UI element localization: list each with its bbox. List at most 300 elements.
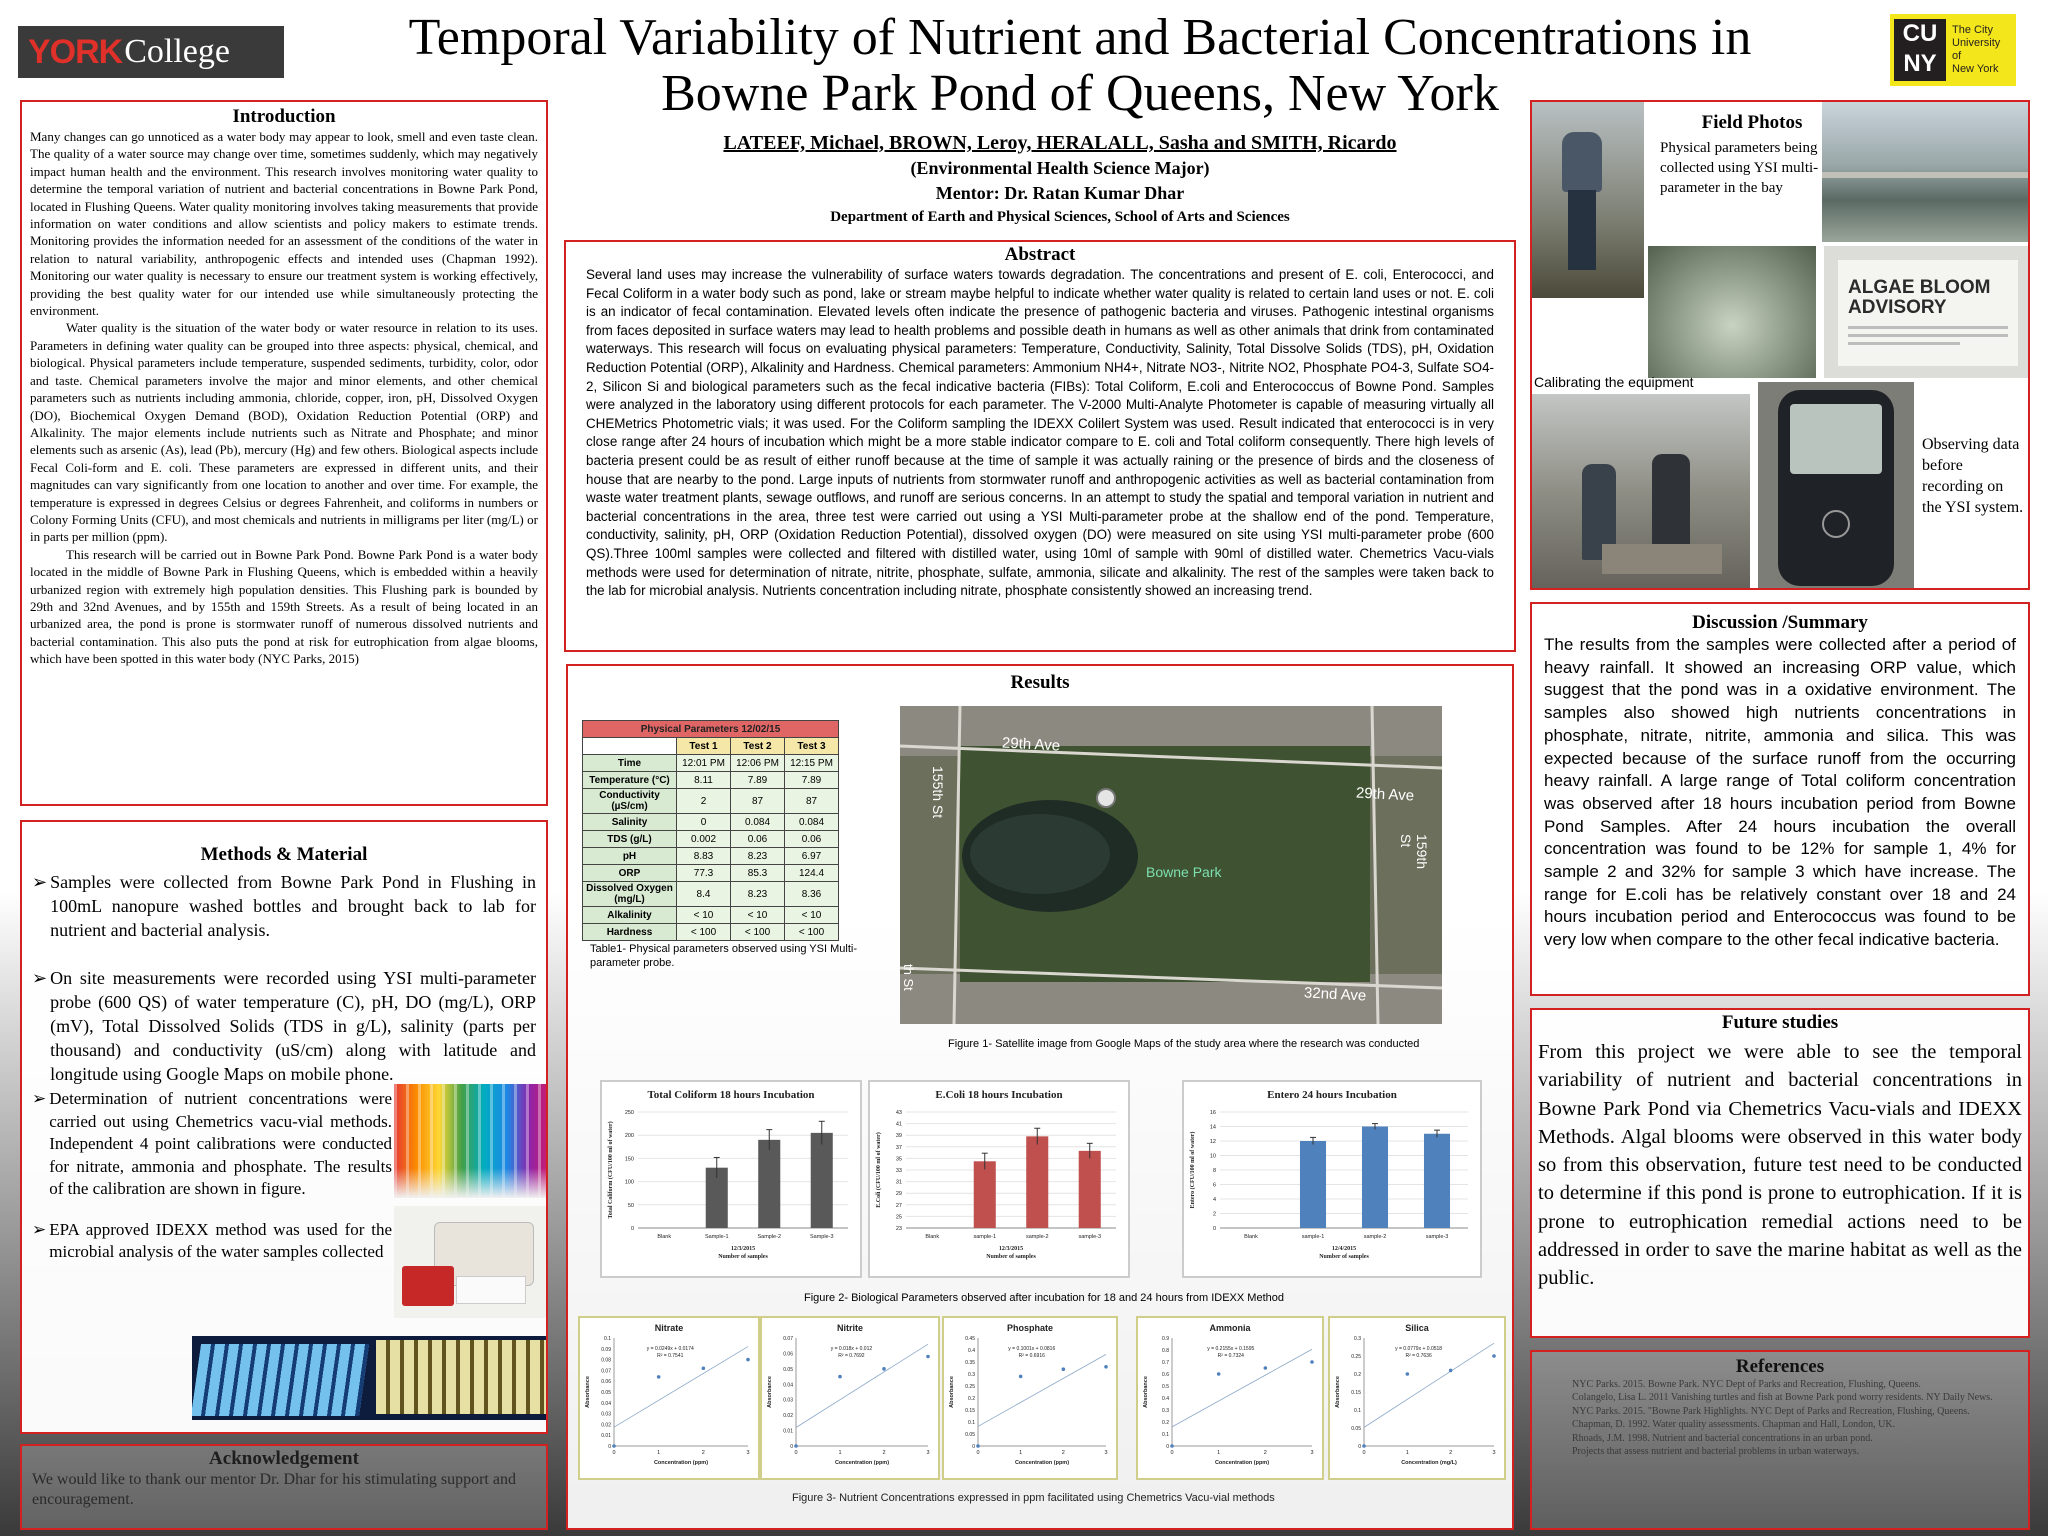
y-tick-label: 29	[895, 1191, 902, 1198]
y-tick-label: 100	[624, 1179, 634, 1186]
cuny-text-1: The City	[1952, 24, 1993, 36]
trend-r2: R² = 0.6916	[1018, 1353, 1045, 1359]
y-tick-label: 0.05	[601, 1390, 611, 1396]
category-label: Blank	[1244, 1234, 1258, 1240]
advisory-sign-line1: ALGAE BLOOM	[1848, 277, 1991, 298]
trend-equation: y = 0.018x + 0.012	[830, 1346, 873, 1352]
y-tick-label: 4	[1212, 1197, 1216, 1203]
york-logo-text-a: YORK	[28, 32, 123, 71]
map-label-32nd-ave: 32nd Ave	[1303, 984, 1367, 1005]
table-row	[583, 907, 839, 924]
table-cell: 87	[785, 789, 839, 814]
map-label-155th-st: 155th St	[930, 766, 946, 819]
y-tick-label: 0.06	[601, 1379, 611, 1386]
chart-date: 12/4/2015	[1331, 1246, 1357, 1252]
chart-nitrite	[760, 1316, 940, 1480]
y-tick-label: 200	[624, 1133, 634, 1140]
methods-bullet-2	[32, 966, 536, 1086]
table-header: Test 1	[677, 738, 731, 755]
discussion-section	[1530, 602, 2030, 996]
idexx-trays-photo	[192, 1336, 548, 1420]
table-cell: 2	[677, 789, 731, 814]
y-tick-label: 39	[895, 1133, 902, 1140]
chart-silica	[1328, 1316, 1506, 1480]
y-tick-label: 0.15	[1351, 1390, 1361, 1396]
table-cell: 77.3	[677, 865, 731, 882]
york-logo-text-b: College	[124, 33, 230, 70]
table-cell: 85.3	[731, 865, 785, 882]
table-header: Test 2	[731, 738, 785, 755]
y-tick-label: 0.03	[783, 1397, 793, 1404]
data-point	[1492, 1354, 1496, 1358]
x-tick-label: 3	[1310, 1450, 1314, 1456]
table-row-label: pH	[583, 848, 677, 865]
chart-entero	[1182, 1080, 1482, 1278]
x-tick-label: 3	[926, 1450, 930, 1456]
table-header: Test 3	[785, 738, 839, 755]
table-row-label: Alkalinity	[583, 907, 677, 924]
table-cell: < 10	[731, 907, 785, 924]
data-point	[1019, 1375, 1023, 1379]
trend-r2: R² = 0.7541	[657, 1353, 684, 1359]
table-cell: 12:06 PM	[731, 755, 785, 772]
x-axis-label: Concentration (ppm)	[1014, 1460, 1070, 1466]
y-tick-label: 0.1	[604, 1336, 611, 1342]
chart-total-coliform	[600, 1080, 862, 1278]
y-tick-label: 0.07	[601, 1368, 611, 1375]
map-label-159th-st: 159th St	[1398, 834, 1430, 870]
data-point	[926, 1355, 930, 1359]
table-caption: Table1- Physical parameters observed using YSI Multi-parameter probe.	[590, 943, 857, 969]
y-tick-label: 37	[895, 1144, 902, 1151]
y-tick-label: 0.2	[1354, 1372, 1361, 1378]
trend-r2: R² = 0.7324	[1217, 1353, 1244, 1359]
cuny-text-4: New York	[1952, 63, 1999, 75]
figure3-caption: Figure 3- Nutrient Concentrations expressed in ppm facilitated using Chemetrics Vacu-vial methods	[792, 1492, 1275, 1504]
y-tick-label: 0.6	[1162, 1372, 1169, 1378]
table-cell: 8.23	[731, 848, 785, 865]
map-label-bowne-park: Bowne Park	[1146, 864, 1222, 880]
x-tick-label: 0	[976, 1450, 980, 1456]
y-tick-label: 0.01	[783, 1428, 793, 1435]
x-axis-label: Number of samples	[718, 1254, 768, 1260]
y-tick-label: 0.3	[1162, 1408, 1169, 1414]
cuny-logo-text	[1952, 24, 2000, 76]
y-tick-label: 0.2	[968, 1396, 975, 1402]
methods-bullet-3-text: Determination of nutrient concentrations were carried out using Chemetrics vacu-vial methods. Independent 4 point calibrations were conducted for nitrate, ammonia and phosphate. The results of the calibration are shown in figure.	[49, 1089, 392, 1198]
acknowledgement-text: We would like to thank our mentor Dr. Dhar for his stimulating support and encouragement.	[32, 1471, 516, 1508]
y-tick-label: 0.03	[601, 1411, 611, 1418]
y-tick-label: 0.2	[1162, 1420, 1169, 1426]
x-axis-label: Concentration (ppm)	[834, 1460, 890, 1466]
cuny-logo-cu: CU	[1902, 20, 1938, 47]
map-label-29th-ave-east: 29th Ave	[1355, 784, 1415, 805]
y-tick-label: 0.5	[1162, 1384, 1169, 1390]
chart-title: Nitrate	[654, 1323, 684, 1333]
table-row-label: Salinity	[583, 814, 677, 831]
y-tick-label: 0.02	[601, 1422, 611, 1429]
chart-ecoli	[868, 1080, 1130, 1278]
introduction-p1: Many changes can go unnoticed as a water body may appear to look, smell and even taste clean. The quality of a water source may change over time, sometimes suddenly, which may negatively impact human health and the environment. This research involves monitoring water quality to determine the temporal variation of nutrient and bacterial concentrations in Bowne Park Pond, located in Flushing Queens. Water quality monitoring involves taking measurements that provide information on water conditions and allow scientists and policy makers to estimate trends. Monitoring provides the information needed for an assessment of the conditions of the water in relation to natural variability, anthropogenic effects and intended uses (Chapman 1992). Monitoring our water quality is necessary to ensure our treatment system is working effectively, providing the best quality water for our intended use while simultaneously protecting the environment.	[30, 129, 538, 319]
methods-bullet-4-text: EPA approved IDEXX method was used for the microbial analysis of the water samples collected	[49, 1219, 392, 1261]
trend-r2: R² = 0.7692	[838, 1353, 865, 1359]
y-tick-label: 0	[1358, 1444, 1361, 1450]
reference-item: Chapman, D. 1992. Water quality assessments. Chapman and Hall, London, UK.	[1572, 1419, 1896, 1431]
y-tick-label: 0.25	[965, 1384, 975, 1390]
chart-title: Phosphate	[1006, 1323, 1054, 1333]
x-tick-label: 0	[1170, 1450, 1174, 1456]
table-cell: < 10	[677, 907, 731, 924]
y-tick-label: 0.05	[783, 1366, 793, 1373]
chart-title: Total Coliform 18 hours Incubation	[647, 1089, 815, 1101]
cuny-text-2: University	[1952, 37, 2001, 49]
y-tick-label: 0	[1212, 1226, 1216, 1232]
idexx-machine-photo	[394, 1206, 548, 1318]
bar	[811, 1133, 833, 1228]
x-axis-label: Number of samples	[986, 1254, 1036, 1260]
table-cell: 0.084	[731, 814, 785, 831]
field-photo-caption-3: Observing data before recording on the YSI system.	[1922, 436, 2024, 516]
acknowledgement-title: Acknowledgement	[209, 1448, 359, 1469]
table-row	[583, 755, 839, 772]
methods-bullet-1	[32, 870, 536, 942]
abstract-section	[564, 240, 1516, 652]
y-tick-label: 0.1	[1162, 1432, 1169, 1438]
table-row	[583, 924, 839, 941]
y-tick-label: 0.4	[1162, 1396, 1169, 1402]
bar	[758, 1140, 780, 1228]
photo-ysi-display	[1758, 382, 1914, 590]
photo-pond-bay	[1822, 102, 2030, 242]
methods-title: Methods & Material	[200, 844, 368, 865]
poster-title-line1: Temporal Variability of Nutrient and Bacterial Concentrations in	[408, 9, 1752, 66]
y-tick-label: 150	[624, 1156, 634, 1163]
table-title: Physical Parameters 12/02/15	[583, 721, 839, 738]
category-label: Blank	[925, 1234, 940, 1240]
photo-probe-collection	[1532, 102, 1644, 298]
y-axis-label: Absorbance	[585, 1376, 591, 1408]
trendline	[978, 1354, 1106, 1426]
methods-bullet-4	[32, 1219, 392, 1264]
trend-r2: R² = 0.7636	[1405, 1353, 1432, 1359]
y-axis-label: Absorbance	[1143, 1376, 1149, 1408]
y-tick-label: 0.9	[1162, 1336, 1169, 1342]
chart-title: Entero 24 hours Incubation	[1267, 1089, 1397, 1101]
future-studies-title: Future studies	[1721, 1012, 1839, 1033]
data-point	[746, 1358, 750, 1362]
map-label-th-st: th St	[901, 964, 916, 991]
data-point	[882, 1367, 886, 1371]
y-tick-label: 0.35	[965, 1360, 975, 1366]
photo-algae-water	[1648, 246, 1816, 378]
arrow-bullet-icon: ➢	[32, 1089, 47, 1108]
arrow-bullet-icon: ➢	[32, 968, 48, 988]
data-point	[1406, 1372, 1410, 1376]
table-cell: 8.36	[785, 882, 839, 907]
chart-title: Silica	[1405, 1323, 1429, 1333]
y-tick-label: 14	[1209, 1124, 1216, 1131]
introduction-title: Introduction	[232, 106, 336, 127]
y-tick-label: 0.25	[1351, 1354, 1361, 1360]
category-label: Blank	[657, 1234, 672, 1240]
x-tick-label: 1	[838, 1450, 842, 1456]
y-tick-label: 0	[972, 1444, 975, 1450]
reference-item: NYC Parks. 2015. "Bowne Park Highlights. NYC Dept of Parks and Recreation, Flushing, Queens.	[1572, 1405, 1970, 1417]
y-tick-label: 0.05	[965, 1432, 975, 1438]
y-tick-label: 8	[1212, 1168, 1216, 1174]
table-cell: 0.06	[785, 831, 839, 848]
table-row-label: TDS (g/L)	[583, 831, 677, 848]
y-tick-label: 35	[895, 1156, 902, 1163]
y-tick-label: 0	[608, 1444, 611, 1450]
chart-title: E.Coli 18 hours Incubation	[935, 1089, 1063, 1101]
references-section	[1530, 1350, 2030, 1530]
x-tick-label: 3	[1104, 1450, 1108, 1456]
y-tick-label: 0.45	[965, 1336, 975, 1342]
table-cell: 8.4	[677, 882, 731, 907]
authors-block	[560, 130, 1560, 228]
y-tick-label: 41	[895, 1121, 902, 1128]
table-cell: < 100	[785, 924, 839, 941]
table-row	[583, 789, 839, 814]
chart-ammonia	[1136, 1316, 1324, 1480]
bar	[974, 1161, 996, 1228]
table-row	[583, 831, 839, 848]
table-cell: 7.89	[731, 772, 785, 789]
y-tick-label: 0	[790, 1444, 793, 1450]
photo-calibrating-equipment	[1532, 394, 1750, 590]
y-axis-label: Absorbance	[949, 1376, 955, 1408]
table-cell: 8.11	[677, 772, 731, 789]
future-studies-text: From this project we were able to see the temporal variability of nutrient and bacterial concentrations in Bowne Park Pond via Chemetrics Vacu-vials and IDEXX Methods. Algal blooms were observed in this water body so from this observation, future test need to be conducted to determine if this pond is prone to eutrophication. If it is prone to eutrophication remedial actions need to be addressed in order to save the marine habitat as well as the public.	[1538, 1041, 2022, 1290]
major: (Environmental Health Science Major)	[910, 158, 1210, 178]
y-tick-label: 0.1	[968, 1420, 975, 1426]
references-list	[1572, 1378, 2014, 1458]
y-tick-label: 0	[1166, 1444, 1169, 1450]
y-tick-label: 0.3	[968, 1372, 975, 1378]
category-label: sample-1	[1301, 1234, 1325, 1240]
trend-equation: y = 0.0779x + 0.0518	[1395, 1346, 1443, 1352]
table-row-label: Temperature (°C)	[583, 772, 677, 789]
y-tick-label: 31	[895, 1179, 902, 1186]
bar	[1424, 1134, 1450, 1228]
y-axis-label: Absorbance	[767, 1376, 773, 1408]
category-label: sample-3	[1078, 1234, 1102, 1240]
table-cell: 6.97	[785, 848, 839, 865]
y-tick-label: 16	[1209, 1110, 1216, 1116]
y-tick-label: 33	[895, 1168, 902, 1174]
y-tick-label: 2	[1212, 1211, 1216, 1218]
x-tick-label: 2	[701, 1450, 705, 1456]
y-tick-label: 0.07	[783, 1336, 793, 1342]
field-photo-caption-1: Physical parameters being collected using YSI multi-parameter in the bay	[1660, 140, 1819, 196]
table-cell: < 100	[677, 924, 731, 941]
table-row-label: Conductivity (µS/cm)	[583, 789, 677, 814]
y-axis-label: Entero (CFU/100 ml of water)	[1190, 1131, 1196, 1209]
x-tick-label: 2	[1449, 1450, 1453, 1456]
table-row	[583, 814, 839, 831]
y-axis-label: E.Coli (CFU/100 ml of water)	[876, 1132, 882, 1208]
category-label: Sample-3	[809, 1234, 834, 1240]
results-section	[566, 664, 1514, 1530]
y-tick-label: 250	[624, 1110, 634, 1116]
satellite-map	[900, 706, 1442, 1024]
category-label: Sample-2	[757, 1234, 782, 1240]
x-tick-label: 2	[1061, 1450, 1065, 1456]
introduction-p3: This research will be carried out in Bowne Park Pond. Bowne Park Pond is a water body located in the middle of Bowne Park in Flushing Queens, which is embedded within a heavily urbanized region with extremely high population densities. This Flushing park is bounded by 29th and 32nd Avenues, and by 155th and 159th Streets. As a result of being located in an urbanized area, the pond is prone is stormwater runoff of numerous dissolved nutrients and bacterial contamination. This also puts the pond at risk for eutrophication from algae blooms, which have been spotted in this water body (NYC Parks, 2015)	[30, 546, 538, 667]
y-tick-label: 27	[895, 1202, 902, 1209]
results-title: Results	[1010, 672, 1070, 693]
table-cell: 12:15 PM	[785, 755, 839, 772]
y-tick-label: 0.3	[1354, 1336, 1361, 1342]
table-cell: 7.89	[785, 772, 839, 789]
x-tick-label: 1	[1019, 1450, 1023, 1456]
y-tick-label: 23	[895, 1226, 902, 1232]
figure2-caption: Figure 2- Biological Parameters observed after incubation for 18 and 24 hours from IDEXX Method	[804, 1292, 1284, 1304]
field-photo-caption-2: Calibrating the equipment	[1534, 374, 1694, 390]
category-label: sample-2	[1363, 1234, 1387, 1240]
table-cell: 12:01 PM	[677, 755, 731, 772]
department: Department of Earth and Physical Sciences, School of Arts and Sciences	[830, 209, 1290, 225]
y-tick-label: 0.04	[783, 1382, 793, 1389]
table-cell: 0	[677, 814, 731, 831]
reference-item: Projects that assess nutrient and bacterial problems in urban waterways.	[1572, 1446, 1860, 1458]
category-label: Sample-1	[704, 1234, 729, 1240]
methods-section	[20, 820, 548, 1434]
trend-equation: y = 0.1001x + 0.0816	[1008, 1346, 1056, 1352]
y-tick-label: 25	[895, 1214, 902, 1221]
x-axis-label: Concentration (ppm)	[653, 1460, 709, 1466]
advisory-sign-line2: ADVISORY	[1848, 297, 1947, 318]
table-cell: 0.06	[731, 831, 785, 848]
abstract-title: Abstract	[1004, 244, 1076, 265]
data-point	[612, 1444, 616, 1448]
y-tick-label: 6	[1212, 1182, 1216, 1189]
x-tick-label: 1	[1217, 1450, 1221, 1456]
category-label: sample-1	[973, 1234, 997, 1240]
methods-bullet-1-text: Samples were collected from Bowne Park Pond in Flushing in 100mL nanopure washed bottles and brought back to lab for nutrient and bacterial analysis.	[50, 872, 536, 940]
x-tick-label: 1	[657, 1450, 661, 1456]
table-cell: 124.4	[785, 865, 839, 882]
table-row	[583, 848, 839, 865]
chart-title: Nitrite	[836, 1323, 864, 1333]
introduction-text	[30, 128, 538, 668]
data-point	[1310, 1360, 1314, 1364]
discussion-title: Discussion /Summary	[1692, 612, 1868, 633]
y-tick-label: 0	[630, 1226, 634, 1232]
y-tick-label: 0.01	[601, 1433, 611, 1440]
y-tick-label: 0.8	[1162, 1348, 1169, 1354]
authors: LATEEF, Michael, BROWN, Leroy, HERALALL, Sasha and SMITH, Ricardo	[723, 132, 1397, 154]
vials-photo	[394, 1084, 548, 1198]
chart-phosphate	[942, 1316, 1118, 1480]
cuny-text-3: of	[1952, 50, 1962, 62]
data-point	[1170, 1444, 1174, 1448]
table-row-label: ORP	[583, 865, 677, 882]
table-cell: 0.084	[785, 814, 839, 831]
table-cell: < 10	[785, 907, 839, 924]
x-axis-label: Concentration (mg/L)	[1401, 1460, 1457, 1466]
y-axis-label: Total Coliform (CFU/100 ml of water)	[608, 1121, 614, 1219]
table-row-label: Hardness	[583, 924, 677, 941]
map-label-29th-ave: 29th Ave	[1001, 734, 1061, 755]
photo-algae-bloom-advisory-sign	[1824, 246, 2030, 378]
arrow-bullet-icon: ➢	[32, 872, 48, 892]
data-point	[702, 1366, 706, 1370]
x-tick-label: 0	[612, 1450, 616, 1456]
x-tick-label: 2	[882, 1450, 886, 1456]
discussion-text: The results from the samples were collected after a period of heavy rainfall. It showed an increasing ORP value, which suggest that the pond was in a oxidative environment. The samples also showed high nutrients concentrations in phosphate, nitrate, nitrite, ammonia and silica. This was expected because of the surface runoff from the occurring heavy rainfall. A large range of Total coliform concentration was observed after 18 hours incubation period from Bowne Pond Samples. After 24 hours incubation the overall concentration was found to be 12% for sample 1, 4% for sample 2 and 32% for sample 3 which have increase. The range for E.coli has be relatively constant over 18 and 24 hours incubation period and Enterococcus was found to be very low when compare to the other fecal indicative bacteria.	[1544, 635, 2016, 950]
y-tick-label: 43	[895, 1110, 902, 1116]
data-point	[1062, 1367, 1066, 1371]
y-tick-label: 0.05	[1351, 1426, 1361, 1432]
methods-bullet-3	[32, 1088, 392, 1201]
chart-nitrate	[578, 1316, 760, 1480]
data-point	[794, 1444, 798, 1448]
x-tick-label: 1	[1405, 1450, 1409, 1456]
table-corner	[583, 738, 677, 755]
y-tick-label: 12	[1209, 1139, 1216, 1145]
table-row	[583, 865, 839, 882]
table-row-label: Dissolved Oxygen (mg/L)	[583, 882, 677, 907]
x-axis-label: Concentration (ppm)	[1214, 1460, 1270, 1466]
data-point	[838, 1375, 842, 1379]
data-point	[976, 1444, 980, 1448]
x-tick-label: 2	[1263, 1450, 1267, 1456]
y-axis-label: Absorbance	[1335, 1376, 1341, 1408]
reference-item: NYC Parks. 2015. Bowne Park. NYC Dept of Parks and Recreation, Flushing, Queens.	[1572, 1379, 1921, 1390]
data-point	[657, 1375, 661, 1379]
y-tick-label: 0.15	[965, 1408, 975, 1414]
bar	[1362, 1127, 1388, 1229]
x-tick-label: 3	[746, 1450, 750, 1456]
bar	[1079, 1151, 1101, 1228]
arrow-bullet-icon: ➢	[32, 1219, 47, 1239]
category-label: sample-2	[1025, 1234, 1049, 1240]
abstract-text: Several land uses may increase the vulnerability of surface waters towards degradation. The concentrations and present of E. coli, Enterococci, and Fecal Coliform in a water body such as pond, lake or stream maybe helpful to indicate whether water quality is related to certain land uses or not. E. coli is an indicator of fecal contamination. Elevated levels often indicate the presence of pathogenic bacteria and viruses. Pathogenic intestinal organisms from faces deposited in surface waters may lead to health problems and possible death in humans as well as other animals that drink from contaminated waterways. This research will focus on evaluating physical parameters: Temperature, Conductivity, Salinity, Total Dissolve Solids (TDS), pH, Oxidation Reduction Potential (ORP), Alkalinity and Hardness. Chemical parameters: Ammonium NH4+, Nitrate NO3-, Nitrite NO2, Phosphate PO4-3, Sulfate SO4-2, Silicon Si and biological parameters such as the fecal indicative bacteria (FIBs): Total Coliform, E.coli and Enterococcus of Bowne Pond. Samples were analyzed in the laboratory using different protocols for each parameter. The V-2000 Multi-Analyte Photometer is capable of measuring virtually all CHEMetrics Photometric vials; it was used. For the Coliform sampling the IDEXX Colilert System was used. Result indicated that enterococci is in very close range after 24 hours of incubation which might be a more stable indicator compare to E. coli and Total coliform consequently. There high levels of bacteria present could be as result of either runoff because at the time of sample it was actually raining or the presence of birds and the closeness of house that are nearby to the pond. Large inputs of nutrients from stormwater runoff and anthropogenic activities as well as bacterial contamination from waste water treatment plants, sewage outflows, and runoff are serious concerns. In an attempt to study the spatial and temporal variation in nutrient and bacterial concentrations in the area, three test were carried out using a YSI Multi-parameter probe at the shallow end of the pond. Temperature, conductivity, salinity, pH, ORP (Oxidation Reduction Potential), dissolved oxygen (DO) were measured on site using YSI multi-parameter probe (600 QS).Three 100ml samples were collected and filtered with distilled water, using 10ml of sample with 90ml of distilled water. Chemetrics Vacu-vials methods were used for determination of nitrate, nitrite, phosphate, sulfate, ammonia, silicate and alkalinity. The rest of the samples were taken back to the lab for microbial analysis. Nutrients concentration including nitrate, phosphate consistently showed an increasing trend.	[586, 267, 1494, 599]
bar	[1026, 1136, 1048, 1228]
y-tick-label: 0.02	[783, 1413, 793, 1420]
trendline	[1172, 1349, 1312, 1427]
table-row-label: Time	[583, 755, 677, 772]
chart-date: 12/3/2015	[730, 1246, 756, 1252]
cuny-logo-ny: NY	[1903, 50, 1937, 77]
y-tick-label: 0.08	[601, 1357, 611, 1364]
data-point	[1449, 1369, 1453, 1373]
field-photos-section	[1530, 100, 2030, 590]
data-point	[1264, 1366, 1268, 1370]
york-college-logo	[18, 26, 284, 78]
x-tick-label: 0	[794, 1450, 798, 1456]
cuny-logo	[1890, 14, 2016, 86]
table-cell: 0.002	[677, 831, 731, 848]
field-photos-title: Field Photos	[1701, 112, 1803, 133]
y-tick-label: 50	[627, 1202, 634, 1209]
data-point	[1362, 1444, 1366, 1448]
table-cell: < 100	[731, 924, 785, 941]
table-cell: 8.83	[677, 848, 731, 865]
chart-title: Ammonia	[1209, 1323, 1251, 1333]
trend-equation: y = 0.0249x + 0.0174	[646, 1346, 694, 1352]
table-row	[583, 772, 839, 789]
x-tick-label: 3	[1492, 1450, 1496, 1456]
physical-parameters-table	[582, 720, 839, 941]
references-title: References	[1735, 1356, 1825, 1377]
y-tick-label: 0.1	[1354, 1408, 1361, 1414]
cuny-logo-mark	[1894, 19, 1946, 81]
introduction-p2: Water quality is the situation of the water body or water resource in relation to its uses. Parameters in defining water quality can be grouped into three aspects: physical, chemical, and biological. Physical parameters include temperature, suspended sediments, turbidity, color, odor and taste. Chemical parameters involve the major and minor elements, and other chemical parameters such as nutrients including ammonia, chloride, copper, iron, pH, Dissolved Oxygen (DO), Biochemical Oxygen Demand (BOD), Oxidation Reduction Potential (ORP) and Alkalinity. The major elements include nutrients such as Nitrate and Phosphate; and minor elements such as arsenic (As), lead (Pb), mercury (Hg) and few others. Biological aspects include Fecal Coli-form and E. coli. These parameters are expressed in different units, and their magnitudes can vary significantly from one location to another and over time. For example, the temperature is expressed in degrees Celsius or degrees Fahrenheit, and coliforms in numbers or Colony Forming Units (CFU), and most chemicals and nutrients in milligrams per liter (mg/L) or in parts per million (ppm).	[30, 320, 538, 545]
acknowledgement-section	[20, 1444, 548, 1530]
